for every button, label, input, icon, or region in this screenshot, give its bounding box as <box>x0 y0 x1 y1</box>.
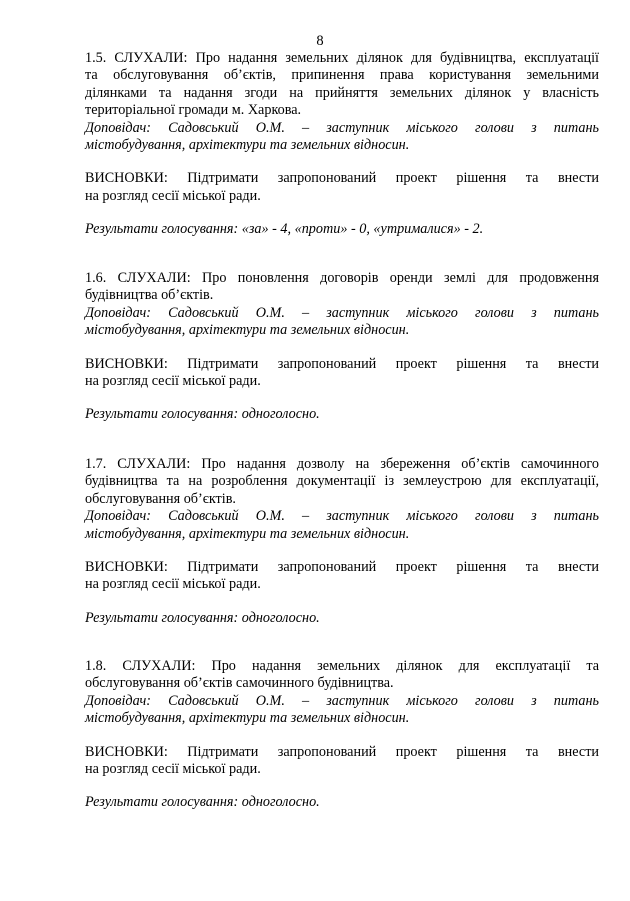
heard-paragraph <box>85 456 599 508</box>
heard-line: 1.5. СЛУХАЛИ: Про надання земельних ділянок для будівництва, експлуатації <box>85 50 599 66</box>
heard-line: 1.6. СЛУХАЛИ: Про поновлення договорів оренди землі для продовження <box>85 270 599 286</box>
agenda-item-1-8 <box>85 658 599 812</box>
speaker-paragraph <box>85 305 599 340</box>
conclusion-line: на розгляд сесії міської ради. <box>85 576 261 593</box>
speaker-line: містобудування, архітектури та земельних відносин. <box>85 525 410 542</box>
conclusion-paragraph <box>85 170 599 205</box>
conclusion-line: на розгляд сесії міської ради. <box>85 760 261 777</box>
speaker-line: містобудування, архітектури та земельних відносин. <box>85 710 410 727</box>
speaker-line: містобудування, архітектури та земельних відносин. <box>85 136 410 153</box>
speaker-line: Доповідач: Садовський О.М. – заступник міського голови з питань <box>85 304 599 321</box>
heard-line: будівництва та на розроблення документації із землеустрою для експлуатації, <box>85 473 599 490</box>
agenda-item-1-7 <box>85 456 599 627</box>
speaker-paragraph <box>85 693 599 728</box>
heard-line: обслуговування об’єктів. <box>85 490 236 507</box>
heard-line: 1.7. СЛУХАЛИ: Про надання дозволу на збереження об’єктів самочинного <box>85 456 599 472</box>
conclusion-paragraph <box>85 356 599 391</box>
conclusion-paragraph <box>85 559 599 594</box>
conclusion-line: ВИСНОВКИ: Підтримати запропонований проект рішення та внести <box>85 170 599 187</box>
heard-paragraph <box>85 50 599 120</box>
vote-result: Результати голосування: одноголосно. <box>85 609 320 626</box>
speaker-line: Доповідач: Садовський О.М. – заступник міського голови з питань <box>85 692 599 709</box>
speaker-paragraph <box>85 508 599 543</box>
agenda-item-1-5 <box>85 50 599 239</box>
speaker-line: містобудування, архітектури та земельних відносин. <box>85 322 410 339</box>
conclusion-line: ВИСНОВКИ: Підтримати запропонований проект рішення та внести <box>85 355 599 372</box>
heard-line: та обслуговування об’єктів, припинення права користування земельними <box>85 67 599 84</box>
speaker-line: Доповідач: Садовський О.М. – заступник міського голови з питань <box>85 119 599 136</box>
vote-result: Результати голосування: «за» - 4, «проти» - 0, «утрималися» - 2. <box>85 221 484 238</box>
conclusion-line: на розгляд сесії міської ради. <box>85 372 261 389</box>
heard-line: будівництва об’єктів. <box>85 287 214 304</box>
heard-line: ділянками та надання згоди на прийняття земельних ділянок у власність <box>85 84 599 101</box>
heard-line: обслуговування об’єктів самочинного будівництва. <box>85 675 394 692</box>
heard-paragraph <box>85 270 599 305</box>
conclusion-line: ВИСНОВКИ: Підтримати запропонований проект рішення та внести <box>85 743 599 760</box>
speaker-line: Доповідач: Садовський О.М. – заступник міського голови з питань <box>85 508 599 525</box>
conclusion-line: на розгляд сесії міської ради. <box>85 187 261 204</box>
heard-paragraph <box>85 658 599 693</box>
speaker-paragraph <box>85 120 599 155</box>
vote-result: Результати голосування: одноголосно. <box>85 794 320 811</box>
heard-line: територіальної громади м. Харкова. <box>85 102 302 119</box>
conclusion-paragraph <box>85 744 599 779</box>
page-number: 8 <box>316 33 324 49</box>
conclusion-line: ВИСНОВКИ: Підтримати запропонований проект рішення та внести <box>85 558 599 575</box>
vote-result: Результати голосування: одноголосно. <box>85 406 320 423</box>
agenda-item-1-6 <box>85 270 599 424</box>
heard-line: 1.8. СЛУХАЛИ: Про надання земельних ділянок для експлуатації та <box>85 658 599 674</box>
